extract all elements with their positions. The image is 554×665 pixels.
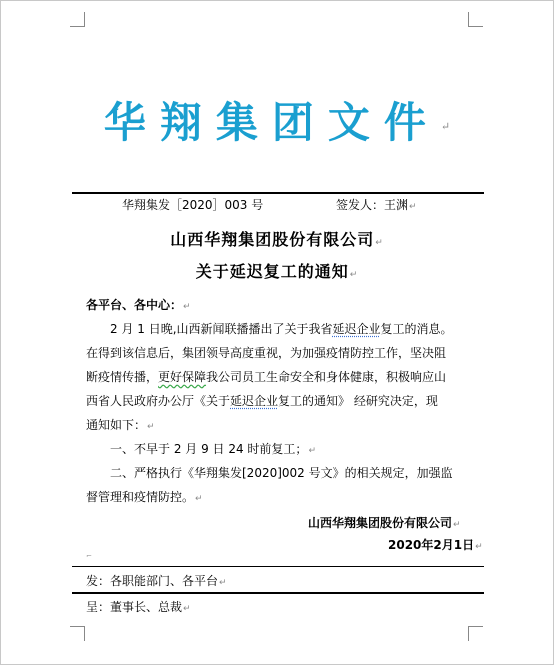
signature-date[interactable]: 2020年2月1日↵ — [388, 538, 483, 552]
paragraph-mark-icon: ↵ — [195, 494, 203, 504]
paragraph-line[interactable]: 西省人民政府办公厅《关于延迟企业复工的通知》 经研究决定，现 — [86, 394, 438, 408]
notice-title-line1[interactable]: 山西华翔集团股份有限公司↵ — [170, 230, 384, 249]
document-header-title[interactable]: 华翔集团文件↵ — [103, 98, 451, 147]
cursor-mark-icon: ⌐ — [86, 552, 92, 560]
salutation[interactable]: 各平台、各中心：↵ — [86, 298, 191, 312]
paragraph-mark-icon: ↵ — [147, 422, 155, 432]
crop-mark-top-right — [468, 12, 483, 27]
crop-mark-top-left — [70, 12, 85, 27]
paragraph-line[interactable]: 在得到该信息后，集团领导高度重视，为加强疫情防控工作，坚决阻 — [86, 346, 447, 360]
signer[interactable]: 签发人：王渊↵ — [336, 198, 417, 212]
signature-company[interactable]: 山西华翔集团股份有限公司↵ — [308, 516, 461, 530]
crop-mark-bottom-left — [70, 626, 85, 641]
paragraph-line[interactable]: 断疫情传播，更好保障我公司员工生命安全和身体健康，积极响应山 — [86, 370, 447, 384]
list-item-2-cont[interactable]: 督管理和疫情防控。↵ — [86, 490, 203, 504]
list-item-2[interactable]: 二、严格执行《华翔集发[2020]002 号文》的相关规定，加强监 — [110, 466, 453, 480]
paragraph-line[interactable]: 通知如下：↵ — [86, 418, 155, 432]
paragraph-mark-icon: ↵ — [219, 578, 227, 588]
header-rule — [72, 192, 484, 194]
distribution-cc[interactable]: 呈：董事长、总裁↵ — [86, 600, 191, 614]
distribution-rule-mid — [72, 592, 484, 594]
distribution-to[interactable]: 发：各职能部门、各平台↵ — [86, 574, 227, 588]
paragraph-mark-icon: ↵ — [183, 302, 191, 312]
doc-number[interactable]: 华翔集发［2020］003 号 — [122, 198, 264, 212]
list-item-1[interactable]: 一、不早于 2 月 9 日 24 时前复工；↵ — [110, 442, 316, 456]
paragraph-line[interactable]: 2 月 1 日晚,山西新闻联播播出了关于我省延迟企业复工的消息。 — [110, 322, 453, 336]
paragraph-mark-icon: ↵ — [375, 238, 384, 248]
distribution-rule-top — [72, 566, 484, 567]
crop-mark-bottom-right — [468, 626, 483, 641]
paragraph-mark-icon: ↵ — [409, 202, 417, 212]
paragraph-mark-icon: ↵ — [440, 119, 451, 133]
paragraph-mark-icon: ↵ — [183, 604, 191, 614]
notice-title-line2[interactable]: 关于延迟复工的通知↵ — [195, 262, 359, 281]
paragraph-mark-icon: ↵ — [475, 542, 483, 552]
paragraph-mark-icon: ↵ — [349, 270, 359, 280]
paragraph-mark-icon: ↵ — [453, 520, 461, 530]
paragraph-mark-icon: ↵ — [308, 446, 316, 456]
